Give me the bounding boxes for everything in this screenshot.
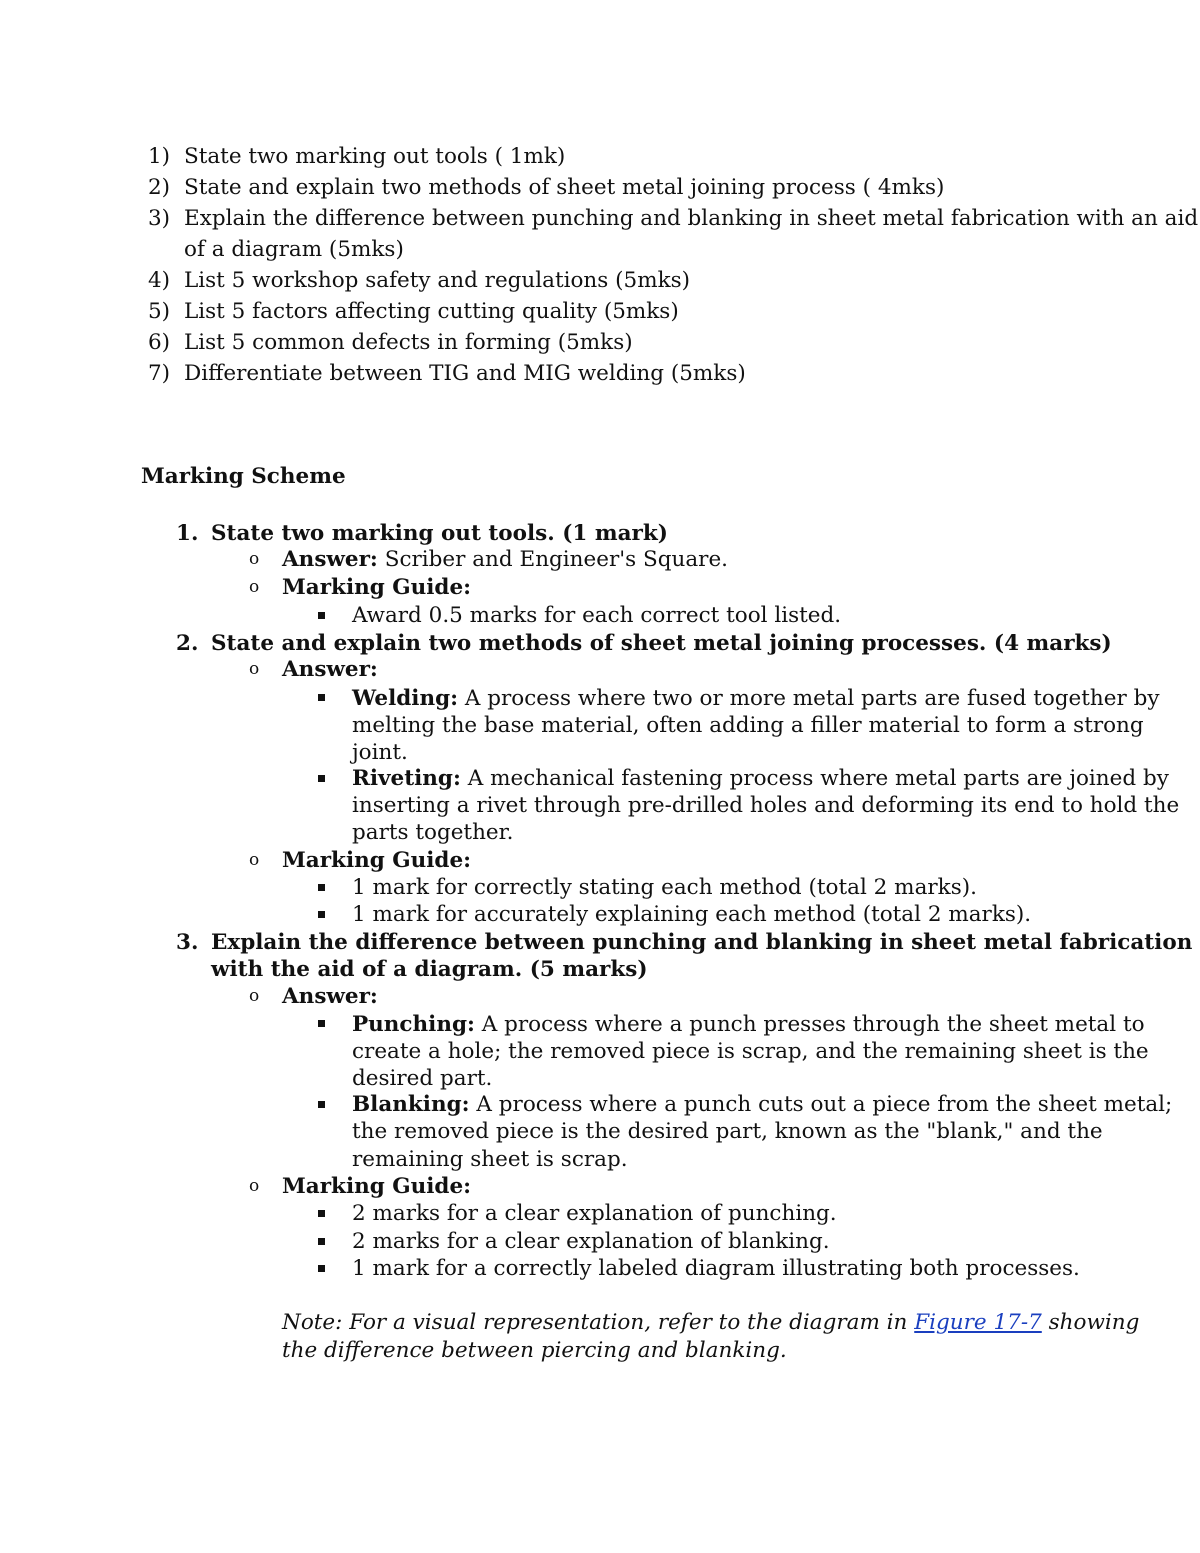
- punching-label: Punching:: [352, 1012, 475, 1037]
- question-number: 2): [148, 175, 171, 200]
- question-text-continued: of a diagram (5mks): [184, 237, 404, 262]
- square-bullet-icon: [318, 1101, 325, 1108]
- square-bullet-icon: [318, 612, 325, 619]
- circle-bullet-icon: o: [249, 577, 260, 597]
- question-number: 5): [148, 299, 171, 324]
- figure-link[interactable]: Figure 17-7: [914, 1310, 1042, 1335]
- question-text: State two marking out tools ( 1mk): [184, 144, 566, 169]
- blanking-line-3: remaining sheet is scrap.: [352, 1147, 628, 1172]
- question-text: Explain the difference between punching and blanking in sheet metal fabrication with an aid: [184, 206, 1199, 231]
- marking-guide-label: Marking Guide:: [282, 575, 472, 600]
- circle-bullet-icon: o: [249, 850, 260, 870]
- blanking-label: Blanking:: [352, 1092, 470, 1117]
- riveting-line-1: [352, 765, 1169, 792]
- question-text: List 5 workshop safety and regulations (5mks): [184, 268, 691, 293]
- square-bullet-icon: [318, 775, 325, 782]
- circle-bullet-icon: o: [249, 659, 260, 679]
- circle-bullet-icon: o: [249, 986, 260, 1006]
- punching-line-1: [352, 1011, 1145, 1038]
- question-number: 6): [148, 330, 171, 355]
- scheme-item-title: State and explain two methods of sheet metal joining processes. (4 marks): [211, 631, 1112, 656]
- blanking-text: A process where a punch cuts out a piece from the sheet metal;: [469, 1092, 1173, 1117]
- square-bullet-icon: [318, 1020, 325, 1027]
- scheme-item-number: 3.: [176, 930, 199, 955]
- guide-point: 1 mark for correctly stating each method (total 2 marks).: [352, 875, 977, 900]
- square-bullet-icon: [318, 1265, 325, 1272]
- blanking-line-1: [352, 1091, 1172, 1118]
- square-bullet-icon: [318, 884, 325, 891]
- welding-line-3: joint.: [352, 740, 408, 765]
- question-text: List 5 factors affecting cutting quality (5mks): [184, 299, 679, 324]
- question-number: 4): [148, 268, 171, 293]
- answer-text: Scriber and Engineer's Square.: [377, 547, 729, 572]
- note-line-2: the difference between piercing and blanking.: [282, 1338, 787, 1363]
- square-bullet-icon: [318, 911, 325, 918]
- square-bullet-icon: [318, 1210, 325, 1217]
- marking-guide-label: Marking Guide:: [282, 1174, 472, 1199]
- scheme-item-title: State two marking out tools. (1 mark): [211, 521, 668, 546]
- scheme-item-title-continued: with the aid of a diagram. (5 marks): [211, 957, 648, 982]
- answer-label: Answer:: [282, 657, 378, 682]
- punching-text: A process where a punch presses through the sheet metal to: [474, 1012, 1145, 1037]
- note-line-1: [282, 1309, 1139, 1336]
- circle-bullet-icon: o: [249, 549, 260, 569]
- scheme-item-number: 2.: [176, 631, 199, 656]
- guide-point: 2 marks for a clear explanation of blanking.: [352, 1229, 830, 1254]
- question-number: 7): [148, 361, 171, 386]
- welding-line-1: [352, 685, 1160, 712]
- punching-line-3: desired part.: [352, 1066, 493, 1091]
- marking-guide-label: Marking Guide:: [282, 848, 472, 873]
- welding-line-2: melting the base material, often adding a filler material to form a strong: [352, 713, 1144, 738]
- marking-scheme-heading: Marking Scheme: [141, 464, 346, 489]
- scheme-item-title: Explain the difference between punching and blanking in sheet metal fabrication: [211, 930, 1193, 955]
- welding-label: Welding:: [352, 686, 459, 711]
- guide-point: Award 0.5 marks for each correct tool listed.: [352, 603, 842, 628]
- blanking-line-2: the removed piece is the desired part, known as the "blank," and the: [352, 1119, 1103, 1144]
- punching-line-2: create a hole; the removed piece is scrap, and the remaining sheet is the: [352, 1039, 1149, 1064]
- note-text: Note: For a visual representation, refer to the diagram in: [282, 1310, 915, 1335]
- question-number: 1): [148, 144, 171, 169]
- answer-line: [282, 546, 728, 573]
- question-text: Differentiate between TIG and MIG welding (5mks): [184, 361, 746, 386]
- question-number: 3): [148, 206, 171, 231]
- scheme-item-number: 1.: [176, 521, 199, 546]
- note-text-tail: showing: [1041, 1310, 1140, 1335]
- circle-bullet-icon: o: [249, 1176, 260, 1196]
- guide-point: 2 marks for a clear explanation of punching.: [352, 1201, 837, 1226]
- riveting-text: A mechanical fastening process where metal parts are joined by: [460, 766, 1169, 791]
- guide-point: 1 mark for accurately explaining each method (total 2 marks).: [352, 902, 1032, 927]
- welding-text: A process where two or more metal parts are fused together by: [458, 686, 1160, 711]
- riveting-label: Riveting:: [352, 766, 461, 791]
- guide-point: 1 mark for a correctly labeled diagram illustrating both processes.: [352, 1256, 1080, 1281]
- question-text: State and explain two methods of sheet metal joining process ( 4mks): [184, 175, 945, 200]
- answer-label: Answer:: [282, 547, 378, 572]
- square-bullet-icon: [318, 694, 325, 701]
- question-text: List 5 common defects in forming (5mks): [184, 330, 633, 355]
- square-bullet-icon: [318, 1238, 325, 1245]
- riveting-line-3: parts together.: [352, 820, 514, 845]
- answer-label: Answer:: [282, 984, 378, 1009]
- riveting-line-2: inserting a rivet through pre-drilled holes and deforming its end to hold the: [352, 793, 1180, 818]
